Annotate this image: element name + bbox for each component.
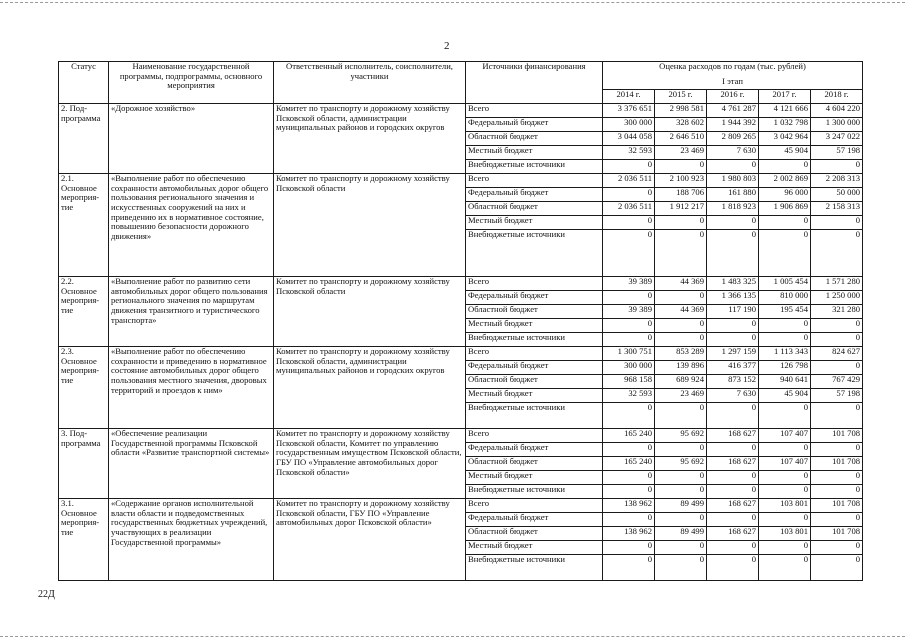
amount-cell: 0 [603, 291, 655, 305]
amount-cell: 32 593 [603, 389, 655, 403]
financing-source: Областной бюджет [466, 202, 603, 216]
amount-cell: 0 [811, 319, 863, 333]
amount-cell: 1 113 343 [759, 347, 811, 361]
amount-cell: 0 [603, 485, 655, 499]
financing-source: Местный бюджет [466, 541, 603, 555]
amount-cell: 0 [655, 403, 707, 429]
row-program-name: «Выполнение работ по развитию сети автомобильных дорог общего пользования регионального значения по маршрутам движения транзитного и туристического транспорта» [109, 277, 274, 347]
amount-cell: 0 [759, 443, 811, 457]
amount-cell: 767 429 [811, 375, 863, 389]
amount-cell: 45 904 [759, 389, 811, 403]
amount-cell: 96 000 [759, 188, 811, 202]
amount-cell: 2 809 265 [707, 132, 759, 146]
amount-cell: 416 377 [707, 361, 759, 375]
amount-cell: 2 002 869 [759, 174, 811, 188]
amount-cell: 2 646 510 [655, 132, 707, 146]
amount-cell: 0 [655, 230, 707, 277]
amount-cell: 4 604 220 [811, 104, 863, 118]
amount-cell: 0 [603, 333, 655, 347]
header-stage: I этап [603, 77, 863, 90]
financing-source: Областной бюджет [466, 375, 603, 389]
amount-cell: 0 [603, 188, 655, 202]
amount-cell: 940 641 [759, 375, 811, 389]
amount-cell: 107 407 [759, 457, 811, 471]
financing-source: Областной бюджет [466, 457, 603, 471]
amount-cell: 3 044 058 [603, 132, 655, 146]
amount-cell: 1 032 798 [759, 118, 811, 132]
header-estimate: Оценка расходов по годам (тыс. рублей) [603, 62, 863, 77]
amount-cell: 165 240 [603, 457, 655, 471]
financing-source: Всего [466, 347, 603, 361]
amount-cell: 0 [707, 555, 759, 581]
financing-source: Федеральный бюджет [466, 361, 603, 375]
amount-cell: 44 369 [655, 277, 707, 291]
amount-cell: 7 630 [707, 389, 759, 403]
amount-cell: 2 100 923 [655, 174, 707, 188]
amount-cell: 0 [811, 333, 863, 347]
amount-cell: 1 005 454 [759, 277, 811, 291]
amount-cell: 139 896 [655, 361, 707, 375]
amount-cell: 0 [655, 513, 707, 527]
header-program-name: Наименование государственной программы, подпрограммы, основного мероприятия [109, 62, 274, 104]
page-number: 2 [444, 40, 450, 52]
table-row [59, 277, 863, 291]
row-status: 2.1. Основное мероприя- тие [59, 174, 109, 277]
amount-cell: 103 801 [759, 499, 811, 513]
amount-cell: 1 250 000 [811, 291, 863, 305]
amount-cell: 126 798 [759, 361, 811, 375]
amount-cell: 165 240 [603, 429, 655, 443]
amount-cell: 95 692 [655, 457, 707, 471]
financing-source: Областной бюджет [466, 132, 603, 146]
amount-cell: 0 [655, 291, 707, 305]
amount-cell: 0 [759, 513, 811, 527]
amount-cell: 824 627 [811, 347, 863, 361]
amount-cell: 101 708 [811, 457, 863, 471]
amount-cell: 4 761 287 [707, 104, 759, 118]
amount-cell: 0 [759, 216, 811, 230]
financing-source: Внебюджетные источники [466, 230, 603, 277]
amount-cell: 1 906 869 [759, 202, 811, 216]
amount-cell: 0 [603, 319, 655, 333]
row-program-name: «Содержание органов исполнительной власти области и подведомственных государственных бюджетных учреждений, участвующих в реализации Государственной программы» [109, 499, 274, 581]
financing-source: Федеральный бюджет [466, 188, 603, 202]
amount-cell: 0 [811, 160, 863, 174]
financing-source: Всего [466, 429, 603, 443]
header-status: Статус [59, 62, 109, 104]
amount-cell: 1 980 803 [707, 174, 759, 188]
table-row [59, 104, 863, 118]
table-row [59, 174, 863, 188]
amount-cell: 45 904 [759, 146, 811, 160]
amount-cell: 107 407 [759, 429, 811, 443]
amount-cell: 0 [655, 485, 707, 499]
amount-cell: 0 [655, 541, 707, 555]
financing-source: Всего [466, 499, 603, 513]
row-program-name: «Выполнение работ по обеспечению сохранности автомобильных дорог общего пользования регионального значения и искусственных сооружений на них и приведению их в нормативное состояние, повышению безопасности дорожного движения» [109, 174, 274, 277]
amount-cell: 0 [759, 471, 811, 485]
row-executor: Комитет по транспорту и дорожному хозяйству Псковской области, Комитет по управлению государственным имуществом Псковской области, ГБУ ПО «Управление автомобильных дорог Псковской области» [274, 429, 466, 499]
amount-cell: 0 [811, 513, 863, 527]
row-status: 3.1. Основное мероприя- тие [59, 499, 109, 581]
financing-source: Внебюджетные источники [466, 403, 603, 429]
amount-cell: 0 [811, 361, 863, 375]
table-row [59, 429, 863, 443]
amount-cell: 328 602 [655, 118, 707, 132]
financing-source: Внебюджетные источники [466, 555, 603, 581]
amount-cell: 168 627 [707, 499, 759, 513]
amount-cell: 0 [603, 513, 655, 527]
header-financing-source: Источники финансирования [466, 62, 603, 104]
amount-cell: 195 454 [759, 305, 811, 319]
financing-source: Местный бюджет [466, 319, 603, 333]
amount-cell: 1 300 000 [811, 118, 863, 132]
amount-cell: 0 [759, 160, 811, 174]
amount-cell: 44 369 [655, 305, 707, 319]
row-executor: Комитет по транспорту и дорожному хозяйству Псковской области, ГБУ ПО «Управление автомобильных дорог Псковской области» [274, 499, 466, 581]
amount-cell: 2 208 313 [811, 174, 863, 188]
amount-cell: 2 158 313 [811, 202, 863, 216]
row-program-name: «Дорожное хозяйство» [109, 104, 274, 174]
amount-cell: 57 198 [811, 389, 863, 403]
table-row [59, 499, 863, 513]
financing-source: Федеральный бюджет [466, 443, 603, 457]
financing-source: Местный бюджет [466, 471, 603, 485]
amount-cell: 0 [811, 485, 863, 499]
header-year: 2018 г. [811, 90, 863, 104]
amount-cell: 39 389 [603, 277, 655, 291]
amount-cell: 0 [707, 471, 759, 485]
amount-cell: 117 190 [707, 305, 759, 319]
amount-cell: 0 [707, 319, 759, 333]
amount-cell: 0 [603, 160, 655, 174]
amount-cell: 0 [811, 471, 863, 485]
amount-cell: 0 [811, 216, 863, 230]
amount-cell: 0 [811, 230, 863, 277]
amount-cell: 7 630 [707, 146, 759, 160]
amount-cell: 39 389 [603, 305, 655, 319]
amount-cell: 101 708 [811, 429, 863, 443]
amount-cell: 0 [811, 541, 863, 555]
amount-cell: 0 [655, 160, 707, 174]
amount-cell: 0 [603, 230, 655, 277]
scan-edge-bottom [0, 636, 905, 637]
amount-cell: 1 297 159 [707, 347, 759, 361]
amount-cell: 0 [603, 216, 655, 230]
amount-cell: 0 [759, 403, 811, 429]
amount-cell: 0 [707, 160, 759, 174]
amount-cell: 103 801 [759, 527, 811, 541]
row-executor: Комитет по транспорту и дорожному хозяйству Псковской области [274, 174, 466, 277]
amount-cell: 50 000 [811, 188, 863, 202]
amount-cell: 0 [603, 471, 655, 485]
amount-cell: 0 [655, 443, 707, 457]
amount-cell: 4 121 666 [759, 104, 811, 118]
amount-cell: 3 042 964 [759, 132, 811, 146]
amount-cell: 0 [759, 230, 811, 277]
amount-cell: 2 036 511 [603, 202, 655, 216]
amount-cell: 2 036 511 [603, 174, 655, 188]
amount-cell: 188 706 [655, 188, 707, 202]
amount-cell: 89 499 [655, 499, 707, 513]
financing-source: Местный бюджет [466, 216, 603, 230]
amount-cell: 1 483 325 [707, 277, 759, 291]
amount-cell: 300 000 [603, 118, 655, 132]
amount-cell: 168 627 [707, 457, 759, 471]
financing-source: Внебюджетные источники [466, 485, 603, 499]
header-year: 2014 г. [603, 90, 655, 104]
financing-source: Всего [466, 104, 603, 118]
financing-source: Федеральный бюджет [466, 513, 603, 527]
amount-cell: 0 [759, 541, 811, 555]
row-executor: Комитет по транспорту и дорожному хозяйству Псковской области, администрации муниципальных районов и городских округов [274, 104, 466, 174]
header-year: 2015 г. [655, 90, 707, 104]
amount-cell: 0 [811, 443, 863, 457]
amount-cell: 101 708 [811, 527, 863, 541]
amount-cell: 95 692 [655, 429, 707, 443]
amount-cell: 1 818 923 [707, 202, 759, 216]
amount-cell: 873 152 [707, 375, 759, 389]
amount-cell: 0 [655, 333, 707, 347]
row-status: 2.3. Основное мероприя- тие [59, 347, 109, 429]
scan-edge-top [0, 2, 905, 3]
amount-cell: 0 [707, 443, 759, 457]
amount-cell: 3 376 651 [603, 104, 655, 118]
amount-cell: 0 [707, 216, 759, 230]
row-program-name: «Выполнение работ по обеспечению сохранности и приведению в нормативное состояние автомобильных дорог общего пользования местного значения, дворовых территорий и проездов к ним» [109, 347, 274, 429]
amount-cell: 1 571 280 [811, 277, 863, 291]
row-executor: Комитет по транспорту и дорожному хозяйству Псковской области [274, 277, 466, 347]
financing-source: Всего [466, 174, 603, 188]
amount-cell: 321 280 [811, 305, 863, 319]
amount-cell: 810 000 [759, 291, 811, 305]
amount-cell: 0 [603, 541, 655, 555]
amount-cell: 57 198 [811, 146, 863, 160]
row-status: 2.2. Основное мероприя- тие [59, 277, 109, 347]
amount-cell: 0 [811, 403, 863, 429]
amount-cell: 32 593 [603, 146, 655, 160]
amount-cell: 0 [707, 513, 759, 527]
amount-cell: 0 [759, 333, 811, 347]
amount-cell: 853 289 [655, 347, 707, 361]
amount-cell: 0 [655, 319, 707, 333]
amount-cell: 89 499 [655, 527, 707, 541]
row-executor: Комитет по транспорту и дорожному хозяйству Псковской области, администрации муниципальных районов и городских округов [274, 347, 466, 429]
row-status: 2. Под- программа [59, 104, 109, 174]
financing-source: Местный бюджет [466, 389, 603, 403]
amount-cell: 0 [655, 471, 707, 485]
amount-cell: 0 [603, 443, 655, 457]
amount-cell: 1 912 217 [655, 202, 707, 216]
amount-cell: 138 962 [603, 499, 655, 513]
header-executor: Ответственный исполнитель, соисполнители, участники [274, 62, 466, 104]
amount-cell: 23 469 [655, 146, 707, 160]
amount-cell: 0 [655, 216, 707, 230]
amount-cell: 138 962 [603, 527, 655, 541]
amount-cell: 0 [759, 319, 811, 333]
amount-cell: 2 998 581 [655, 104, 707, 118]
header-year: 2016 г. [707, 90, 759, 104]
amount-cell: 168 627 [707, 429, 759, 443]
document-code: 22Д [38, 589, 55, 600]
amount-cell: 23 469 [655, 389, 707, 403]
header-year: 2017 г. [759, 90, 811, 104]
amount-cell: 101 708 [811, 499, 863, 513]
financing-source: Всего [466, 277, 603, 291]
amount-cell: 0 [655, 555, 707, 581]
financing-source: Внебюджетные источники [466, 160, 603, 174]
amount-cell: 0 [759, 555, 811, 581]
amount-cell: 161 880 [707, 188, 759, 202]
amount-cell: 0 [759, 485, 811, 499]
amount-cell: 0 [603, 555, 655, 581]
financing-source: Областной бюджет [466, 527, 603, 541]
financing-source: Федеральный бюджет [466, 291, 603, 305]
amount-cell: 168 627 [707, 527, 759, 541]
amount-cell: 300 000 [603, 361, 655, 375]
amount-cell: 0 [811, 555, 863, 581]
amount-cell: 0 [707, 230, 759, 277]
financing-source: Федеральный бюджет [466, 118, 603, 132]
amount-cell: 689 924 [655, 375, 707, 389]
table-row [59, 347, 863, 361]
financing-source: Областной бюджет [466, 305, 603, 319]
amount-cell: 0 [707, 485, 759, 499]
amount-cell: 0 [707, 541, 759, 555]
amount-cell: 1 300 751 [603, 347, 655, 361]
row-status: 3. Под- программа [59, 429, 109, 499]
financing-source: Внебюджетные источники [466, 333, 603, 347]
amount-cell: 1 944 392 [707, 118, 759, 132]
amount-cell: 0 [707, 403, 759, 429]
financing-table [58, 61, 863, 581]
financing-source: Местный бюджет [466, 146, 603, 160]
amount-cell: 0 [707, 333, 759, 347]
row-program-name: «Обеспечение реализации Государственной программы Псковской области «Развитие транспортной системы» [109, 429, 274, 499]
amount-cell: 3 247 022 [811, 132, 863, 146]
amount-cell: 0 [603, 403, 655, 429]
amount-cell: 1 366 135 [707, 291, 759, 305]
amount-cell: 968 158 [603, 375, 655, 389]
